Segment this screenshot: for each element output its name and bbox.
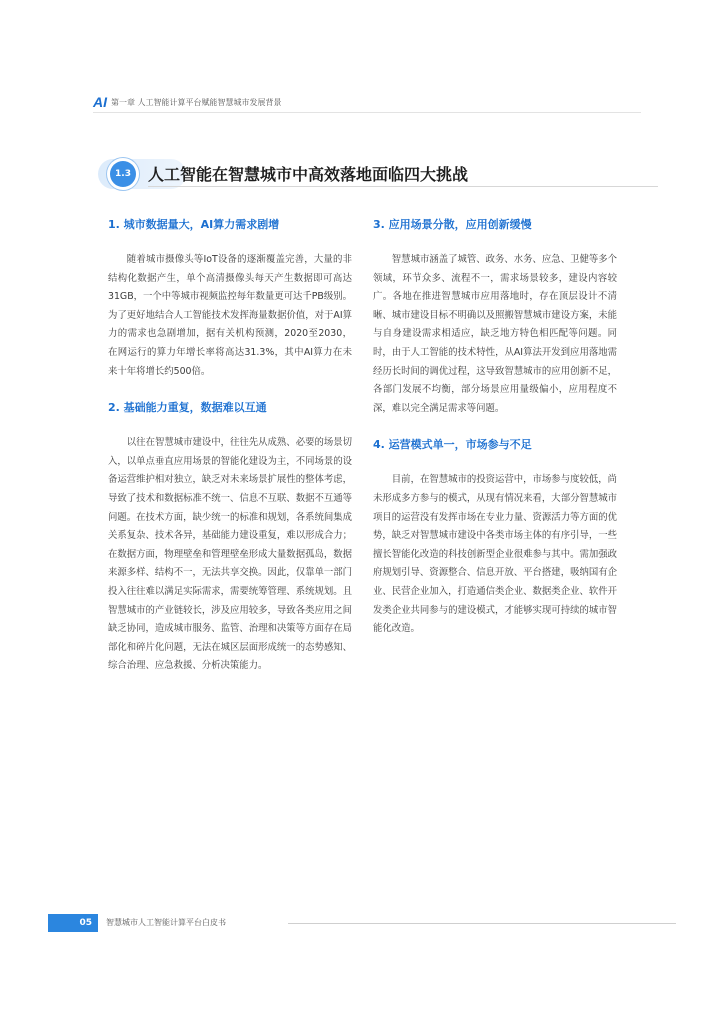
- paragraph-data-volume: 随着城市摄像头等IoT设备的逐渐覆盖完善，大量的非结构化数据产生，单个高清摄像头每天产生数据即可高达31GB，一个中等城市视频监控每年数量更可达千PB级别。为了更好地结合人工智能技术发挥海量数据价值，对于AI算力的需求也急剧增加，据有关机构预测，2020至2030，在网运行的算力年增长率将高达31.3%，其中AI算力在未来十年将增长约500倍。: [108, 254, 352, 377]
- page-number: 05: [48, 914, 98, 932]
- header-divider: [93, 112, 641, 113]
- section-title-band: [98, 156, 658, 192]
- paragraph-application-scenarios: 智慧城市涵盖了城管、政务、水务、应急、卫健等多个领域，环节众多、流程不一，需求场景较多，建设内容较广。各地在推进智慧城市应用落地时，存在顶层设计不清晰、城市建设目标不明确以及照搬智慧城市建设方案，未能与自身建设需求相适应，缺乏地方特色相匹配等问题。同时，由于人工智能的技术特性，从AI算法开发到应用落地需经历长时间的调优过程，这导致智慧城市的应用创新不足，各部门发展不均衡，部分场景应用量级偏小，应用程度不深，难以完全满足需求等问题。: [373, 254, 617, 414]
- ai-logo: AI: [93, 94, 107, 110]
- footer-title: 智慧城市人工智能计算平台白皮书: [106, 918, 226, 927]
- chapter-title: 第一章 人工智能计算平台赋能智慧城市发展背景: [111, 97, 282, 107]
- right-column: [373, 216, 617, 653]
- paragraph-operation-mode: 目前，在智慧城市的投资运营中，市场参与度较低，尚未形成多方参与的模式，从现有情况来看，大部分智慧城市项目的运营没有发挥市场在专业力量、资源活力等方面的优势，缺乏对智慧城市建设中各类市场主体的有序引导，一些擅长智能化改造的科技创新型企业很难参与其中。需加强政府规划引导、资源整合、信息开放、平台搭建，吸纳国有企业、民营企业加入，打造通信类企业、数据类企业、软件开发类企业共同参与的建设模式，才能够实现可持续的城市智能化改造。: [373, 474, 617, 635]
- title-underline: [148, 186, 658, 187]
- section-title: 人工智能在智慧城市中高效落地面临四大挑战: [148, 165, 469, 184]
- footer-rule: [288, 923, 676, 924]
- section-number-badge: 1.3: [110, 161, 136, 187]
- paragraph-base-capability: 以往在智慧城市建设中，往往先从成熟、必要的场景切入，以单点垂直应用场景的智能化建设为主，不同场景的设备运营维护相对独立，缺乏对未来场景扩展性的整体考虑，导致了技术和数据标准不统一、信息不互联、数据不互通等问题。在技术方面，缺少统一的标准和规划，各系统间集成关系复杂、技术各异，基础能力建设重复，难以形成合力；在数据方面，物理壁垒和管理壁垒形成大量数据孤岛，数据来源多样、结构不一，无法共享交换。因此，仅靠单一部门投入往往难以满足实际需求，需要统筹管理、系统规划。且智慧城市的产业链较长，涉及应用较多，导致各类应用之间缺乏协同，造成城市服务、监管、治理和决策等方面存在局部化和碎片化问题，无法在城区层面形成统一的态势感知、综合治理、应急救援、分析决策能力。: [108, 437, 352, 672]
- heading-application-scenarios: 3. 应用场景分散，应用创新缓慢: [373, 218, 532, 231]
- heading-operation-mode: 4. 运营模式单一，市场参与不足: [373, 438, 532, 452]
- heading-data-volume: 1. 城市数据量大，AI算力需求剧增: [108, 218, 280, 231]
- page-footer: [48, 914, 676, 932]
- heading-base-capability: 2. 基础能力重复，数据难以互通: [108, 401, 267, 415]
- left-column: [108, 216, 352, 690]
- running-header: [93, 95, 282, 109]
